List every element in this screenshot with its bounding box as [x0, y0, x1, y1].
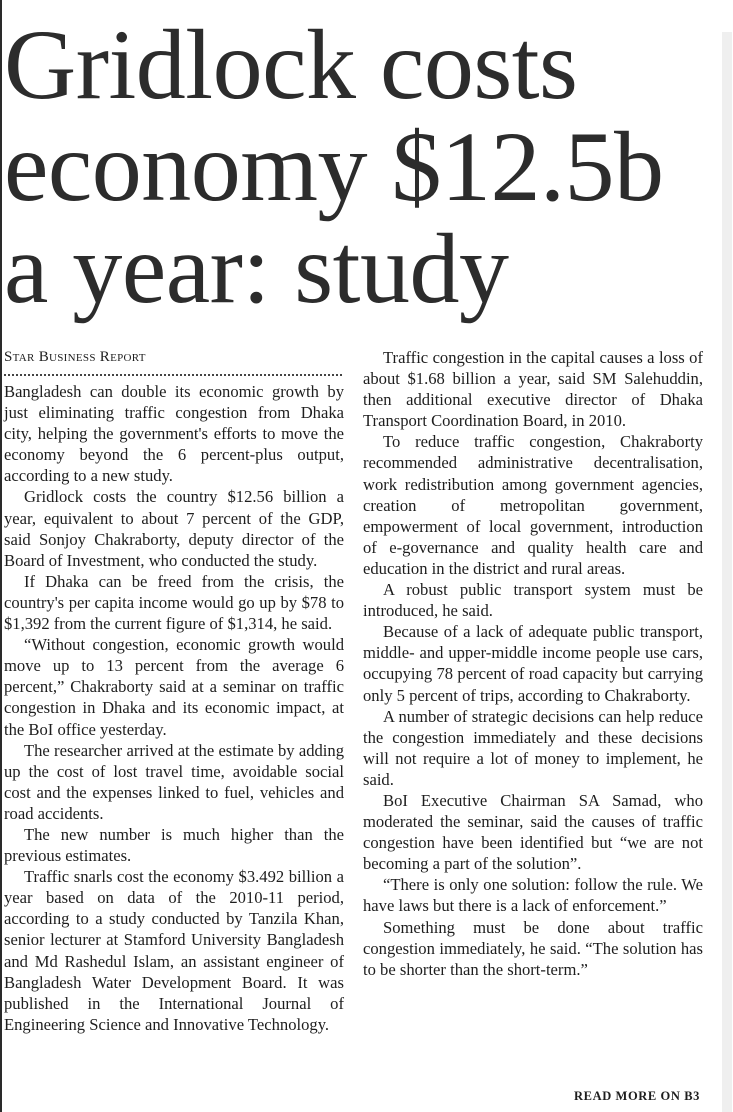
- paragraph: If Dhaka can be freed from the crisis, the country's per capita income would go up by $78 to $1,392 from the current figure of $1,314, he said.: [4, 571, 344, 634]
- article-column-left: [4, 346, 344, 1035]
- paragraph: The new number is much higher than the previous estimates.: [4, 824, 344, 866]
- paragraph: Because of a lack of adequate public transport, middle- and upper-middle income people use cars, occupying 78 percent of road capacity but carrying only 5 percent of trips, according to Chakraborty.: [363, 622, 703, 705]
- headline-line-3: a year: study: [4, 213, 509, 324]
- page-left-border: [0, 0, 2, 1112]
- paragraph: “There is only one solution: follow the rule. We have laws but there is a lack of enforcement.”: [363, 875, 703, 916]
- headline-line-2: economy $12.5b: [4, 111, 664, 222]
- page-right-shadow: [722, 32, 732, 1112]
- paragraph: Traffic congestion in the capital causes a loss of about $1.68 billion a year, said SM Salehuddin, then additional executive director of Dhaka Transport Coordination Board, in 2010.: [363, 348, 703, 431]
- headline-line-1: Gridlock costs: [4, 9, 578, 120]
- paragraph: Gridlock costs the country $12.56 billion a year, equivalent to about 7 percent of the GDP, said Sonjoy Chakraborty, deputy director of the Board of Investment, who conducted the study.: [4, 487, 344, 570]
- article-column-right: [363, 347, 703, 980]
- paragraph: A robust public transport system must be introduced, he said.: [363, 580, 703, 621]
- byline: Star Business Report: [4, 349, 146, 365]
- paragraph: “Without congestion, economic growth would move up to 13 percent from the average 6 percent,” Chakraborty said at a seminar on traffic congestion in Dhaka and its economic impact, at the BoI office yesterday.: [4, 635, 344, 739]
- paragraph: A number of strategic decisions can help reduce the congestion immediately and these decisions will not require a lot of money to implement, he said.: [363, 706, 703, 789]
- paragraph: Bangladesh can double its economic growth by just eliminating traffic congestion from Dhaka city, helping the government's efforts to move the economy beyond the 6 percent-plus output, according to a new study.: [4, 382, 344, 486]
- paragraph: The researcher arrived at the estimate by adding up the cost of lost travel time, avoidable social cost and the expenses linked to fuel, vehicles and road accidents.: [4, 740, 344, 823]
- paragraph: To reduce traffic congestion, Chakraborty recommended administrative decentralisation, work redistribution among government agencies, creation of metropolitan government, empowerment of local government, introduction of e-governance and quality health care and education in the district and rural areas.: [363, 432, 703, 578]
- read-more-link[interactable]: READ MORE ON B3: [574, 1089, 701, 1103]
- headline: [4, 9, 720, 324]
- byline-divider: [4, 374, 342, 376]
- paragraph: Traffic snarls cost the economy $3.492 billion a year based on data of the 2010-11 period, according to a study conducted by Tanzila Khan, senior lecturer at Stamford University Bangladesh and Md Rashedul Islam, an assistant engineer of Bangladesh Water Development Board. It was published in the International Journal of Engineering Science and Innovative Technology.: [4, 867, 344, 1034]
- paragraph: Something must be done about traffic congestion immediately, he said. “The solution has to be shorter than the short-term.”: [363, 917, 703, 979]
- paragraph: BoI Executive Chairman SA Samad, who moderated the seminar, said the causes of traffic congestion have been identified but “we are not becoming a part of the solution”.: [363, 790, 703, 874]
